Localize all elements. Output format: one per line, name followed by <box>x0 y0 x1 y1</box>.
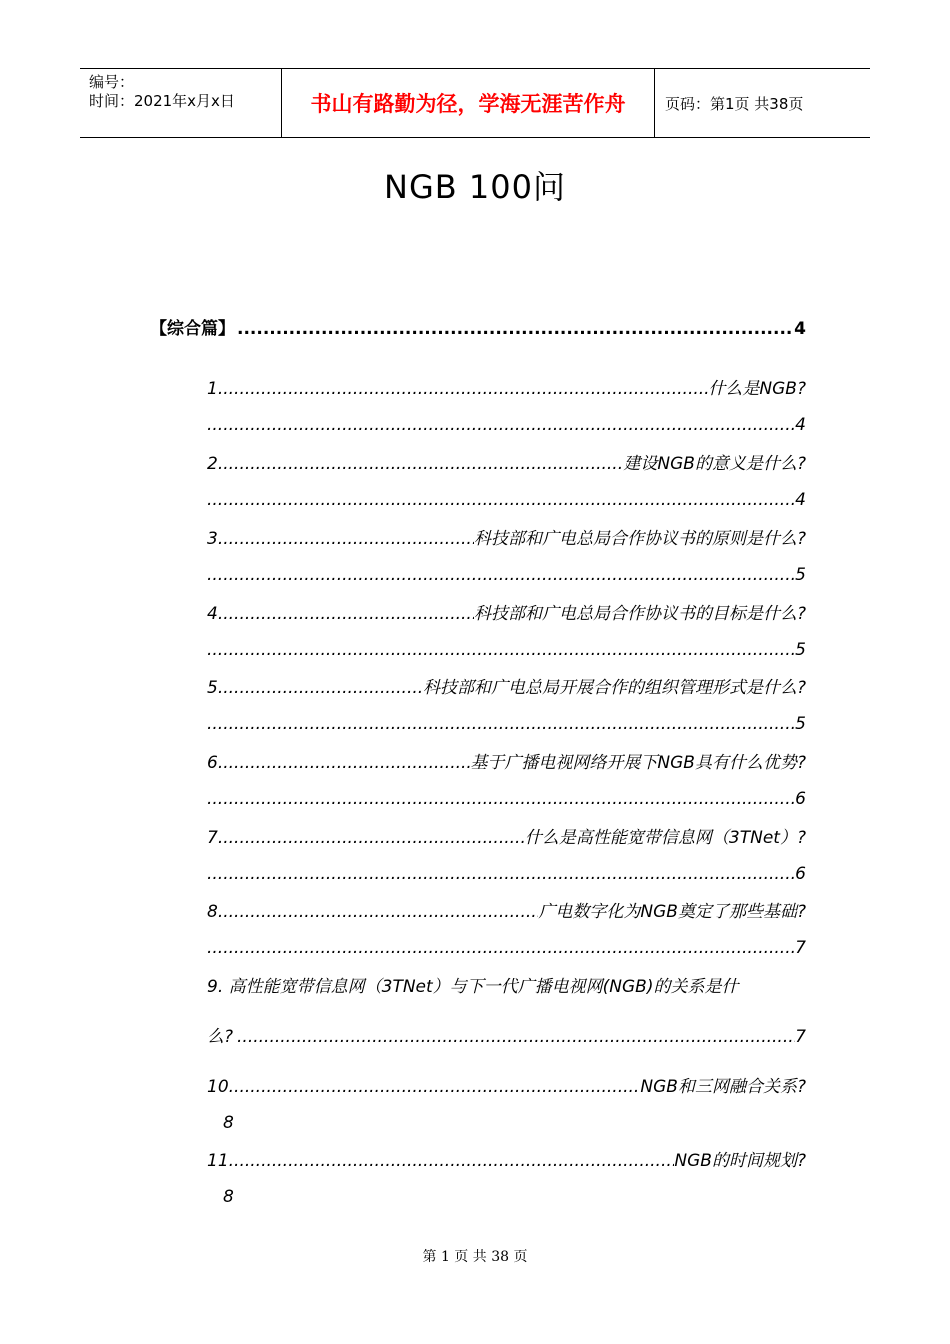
toc-entry-page: 4 <box>795 415 806 435</box>
toc-entry-number: 7 <box>207 828 218 848</box>
toc-entry-text: 建设NGB的意义是什么? <box>623 454 806 474</box>
document-title: NGB 100问 <box>384 168 566 206</box>
toc-leader <box>229 1148 675 1174</box>
toc-entry-page: 8 <box>223 1187 234 1207</box>
toc-entry-7[interactable] <box>207 825 806 887</box>
toc-leader <box>237 1024 795 1050</box>
toc-section-label: 【综合篇】 <box>150 319 235 339</box>
toc-leader <box>229 1074 641 1100</box>
toc-leader <box>218 750 471 776</box>
toc-leader <box>218 526 474 552</box>
toc-entry-text-cont: 么? <box>207 1027 234 1047</box>
toc-entry-text: 基于广播电视网络开展下NGB具有什么优势? <box>470 753 806 773</box>
toc-entry-page: 7 <box>795 1027 806 1047</box>
toc-entry-text: 科技部和广电总局合作协议书的原则是什么? <box>473 529 806 549</box>
toc-entry-number: 6 <box>207 753 218 773</box>
toc-entry-number: 10 <box>207 1077 229 1097</box>
toc-entry-text: 科技部和广电总局合作协议书的目标是什么? <box>473 604 806 624</box>
toc-entry-text: 9. 高性能宽带信息网（3TNet）与下一代广播电视网(NGB)的关系是什 <box>207 977 739 997</box>
toc-entry-number: 3 <box>207 529 218 549</box>
toc-entry-3[interactable] <box>207 526 806 588</box>
header-page-info: 页码：第1页 共38页 <box>665 94 804 113</box>
toc-entry-number: 1 <box>207 379 218 399</box>
number-label: 编号： <box>89 73 135 91</box>
toc-entry-6[interactable] <box>207 750 806 812</box>
toc-entry-1[interactable] <box>207 376 806 438</box>
toc-entry-page: 5 <box>795 640 806 660</box>
toc-entry-text: 什么是NGB? <box>708 379 806 399</box>
toc-entry-text: 科技部和广电总局开展合作的组织管理形式是什么? <box>422 678 806 698</box>
toc-entry-8[interactable] <box>207 899 806 961</box>
toc-leader <box>207 412 795 438</box>
toc-entry-page: 4 <box>795 490 806 510</box>
header-meta <box>80 69 282 137</box>
toc-leader <box>237 319 792 339</box>
toc-leader <box>207 935 795 961</box>
toc-leader <box>207 637 795 663</box>
toc-entry-9[interactable] <box>207 974 806 1050</box>
page-footer: 第 1 页 共 38 页 <box>422 1249 528 1265</box>
toc-leader <box>218 376 709 402</box>
toc-entry-5[interactable] <box>207 675 806 737</box>
toc-leader <box>218 601 474 627</box>
toc-entry-page: 6 <box>795 789 806 809</box>
toc-entry-number: 11 <box>207 1151 229 1171</box>
toc-entry-page: 5 <box>795 714 806 734</box>
toc-leader <box>218 675 423 701</box>
toc-entry-page: 6 <box>795 864 806 884</box>
toc-leader <box>207 562 795 588</box>
toc-entry-2[interactable] <box>207 451 806 513</box>
toc-entry-number: 2 <box>207 454 218 474</box>
toc-entry-number: 8 <box>207 902 218 922</box>
toc-leader <box>218 451 624 477</box>
toc-leader <box>218 899 539 925</box>
toc-entry-page: 7 <box>795 938 806 958</box>
toc-entry-number: 4 <box>207 604 218 624</box>
toc-entry-text: 什么是高性能宽带信息网（3TNet）? <box>524 828 806 848</box>
toc-leader <box>207 487 795 513</box>
toc-entry-4[interactable] <box>207 601 806 663</box>
header-table <box>80 68 870 138</box>
header-motto: 书山有路勤为径，学海无涯苦作舟 <box>282 69 655 137</box>
toc-section-page: 4 <box>794 319 806 339</box>
toc-entry-page: 8 <box>223 1113 234 1133</box>
toc-leader <box>207 711 795 737</box>
time-label: 时间：2021年x月x日 <box>89 92 235 110</box>
toc-entry-10[interactable] <box>207 1074 806 1136</box>
toc-leader <box>207 786 795 812</box>
toc-entry-text: NGB和三网融合关系? <box>640 1077 806 1097</box>
toc-entry-number: 5 <box>207 678 218 698</box>
toc-leader <box>207 861 795 887</box>
toc-leader <box>218 825 525 851</box>
toc-entry-text: NGB的时间规划? <box>674 1151 806 1171</box>
toc-entry-page: 5 <box>795 565 806 585</box>
toc-entry-11[interactable] <box>207 1148 806 1210</box>
toc-entry-text: 广电数字化为NGB奠定了那些基础? <box>538 902 806 922</box>
toc-section-link[interactable] <box>150 314 806 339</box>
